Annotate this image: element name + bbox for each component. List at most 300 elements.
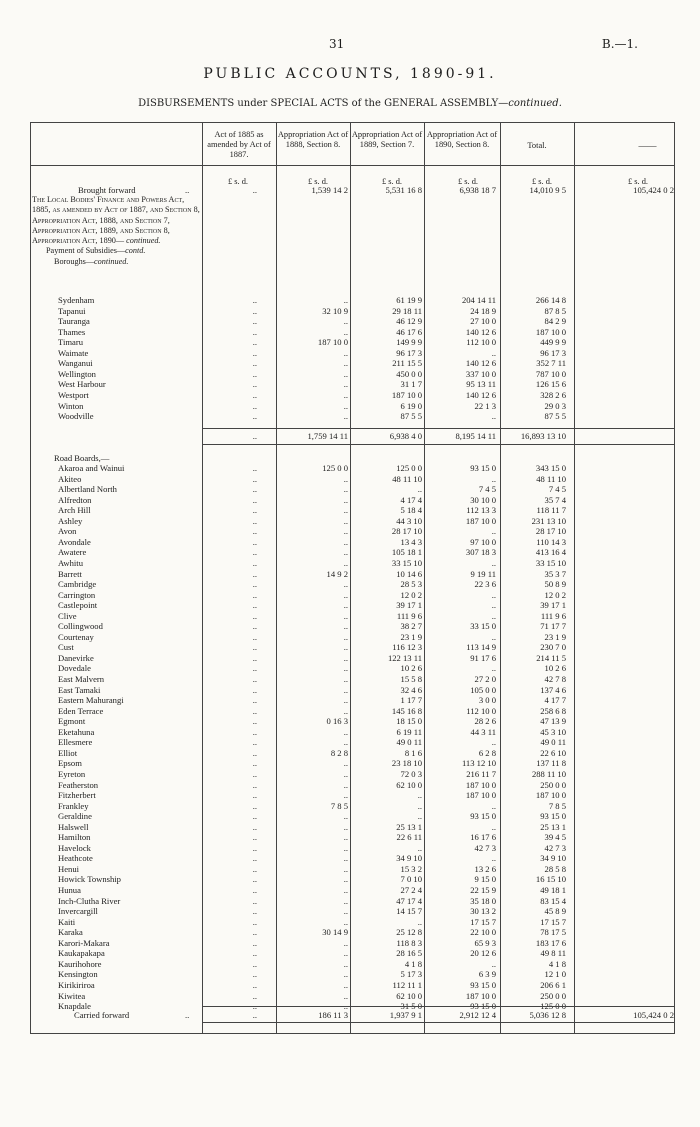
road-board-c5: 250 0 0	[540, 779, 566, 790]
road-board-c4: 216 11 7	[466, 768, 496, 779]
road-board-c4: 20 12 6	[470, 948, 496, 959]
road-board-c4: ..	[491, 800, 496, 811]
road-board-c2: 30 14 9	[322, 927, 348, 938]
carried-forward-c3: 1,937 9 1	[389, 1010, 422, 1020]
borough-c5: 87 8 5	[544, 305, 566, 316]
road-board-name: Collingwood	[58, 621, 103, 632]
road-board-c5: 231 13 10	[531, 515, 566, 526]
brought-forward-c1: ..	[252, 185, 257, 195]
road-board-name: Akaroa and Wainui	[58, 463, 125, 473]
road-board-c5: 16 15 10	[535, 874, 566, 885]
road-board-c5: 28 5 8	[544, 863, 566, 874]
borough-c2: ..	[343, 326, 348, 337]
borough-c1: ..	[252, 347, 257, 358]
road-board-row	[30, 537, 675, 548]
document-code: B.—1.	[601, 37, 638, 51]
brought-forward-dots: ..	[185, 185, 190, 195]
road-board-name: Cambridge	[58, 579, 97, 590]
road-board-c1: ..	[252, 979, 257, 990]
road-board-row	[30, 811, 675, 822]
act-text: Local Bodies' Finance and Powers Act, 1885, as amended by Act of 1887, and Section 8, Appropriation Act, 1888, and Section 7, Appropriation Act, 1889, and Section 8, Appropriation Act, 1890—	[32, 195, 200, 246]
borough-name: Westport	[58, 389, 89, 400]
road-board-c1: ..	[252, 505, 257, 516]
borough-name: Tauranga	[58, 316, 90, 327]
road-board-name: Geraldine	[58, 811, 92, 822]
boroughs-line: Boroughs—	[54, 256, 95, 266]
road-board-c3: 118 8 3	[396, 937, 422, 948]
borough-c4: 140 12 6	[465, 326, 496, 337]
road-board-c1: ..	[252, 800, 257, 811]
road-board-row	[30, 938, 675, 949]
borough-c5: 29 0 3	[544, 400, 566, 411]
borough-row	[30, 411, 675, 422]
road-board-name: Carrington	[58, 589, 96, 600]
road-board-row	[30, 495, 675, 506]
road-board-name: Kaiti	[58, 916, 76, 927]
road-board-c2: ..	[343, 515, 348, 526]
road-board-row	[30, 463, 675, 474]
borough-row	[30, 316, 675, 327]
road-board-row	[30, 547, 675, 558]
road-board-name: Heathcote	[58, 853, 93, 864]
road-board-c3: 72 0 3	[400, 768, 422, 779]
road-board-name: Alfredton	[58, 494, 92, 505]
road-board-c4: ..	[491, 610, 496, 621]
road-board-c3: 34 9 10	[396, 853, 422, 864]
road-board-c1: ..	[252, 779, 257, 790]
borough-row	[30, 327, 675, 338]
road-board-c2: 14 9 2	[326, 568, 348, 579]
borough-name: Thames	[58, 326, 86, 337]
road-board-name: Howick Township	[58, 874, 121, 885]
road-board-c2: ..	[343, 684, 348, 695]
road-board-row	[30, 653, 675, 664]
road-board-c2: ..	[343, 937, 348, 948]
road-board-c2: ..	[343, 484, 348, 495]
carried-forward-c6: 105,424 0 2	[633, 1010, 674, 1020]
borough-c4: ..	[491, 411, 496, 422]
road-board-name: Inch-Clutha River	[58, 895, 121, 906]
road-board-c5: 137 4 6	[540, 684, 566, 695]
road-board-c4: 22 10 0	[470, 927, 496, 938]
road-board-c3: 1 17 7	[400, 695, 422, 706]
carried-forward-dots: ..	[185, 1010, 190, 1020]
road-board-c4: ..	[491, 631, 496, 642]
road-board-name: Eyreton	[58, 768, 86, 779]
road-board-name: Fitzherbert	[58, 790, 96, 801]
borough-c5: 96 17 3	[540, 347, 566, 358]
road-board-c3: 13 4 3	[400, 536, 422, 547]
road-board-c3: 28 5 3	[400, 579, 422, 590]
road-board-c5: 230 7 0	[540, 642, 566, 653]
borough-c2: ..	[343, 389, 348, 400]
road-board-c5: 187 10 0	[535, 790, 566, 801]
road-board-c4: 17 15 7	[470, 916, 496, 927]
road-board-name: Eastern Mahurangi	[58, 695, 124, 706]
borough-row	[30, 369, 675, 380]
road-board-c1: ..	[252, 927, 257, 938]
road-board-c2: ..	[343, 705, 348, 716]
borough-name: Sydenham	[58, 295, 95, 305]
road-board-c5: 28 17 10	[535, 526, 566, 537]
road-board-c2: ..	[343, 547, 348, 558]
road-board-c2: ..	[343, 557, 348, 568]
borough-c2: ..	[343, 316, 348, 327]
road-board-c4: 22 15 9	[470, 885, 496, 895]
road-board-c5: 42 7 3	[544, 842, 566, 853]
road-board-row	[30, 579, 675, 590]
road-board-c2: ..	[343, 842, 348, 853]
road-board-name: Avon	[58, 526, 77, 537]
road-board-row	[30, 600, 675, 611]
road-board-c3: 4 17 4	[400, 494, 422, 505]
road-board-c5: 111 9 6	[540, 610, 566, 621]
road-board-c4: ..	[491, 663, 496, 674]
road-board-c5: 25 13 1	[540, 821, 566, 832]
road-board-c4: 93 15 0	[470, 979, 496, 990]
road-board-row	[30, 822, 675, 833]
road-board-c1: ..	[252, 958, 257, 969]
borough-c1: ..	[252, 379, 257, 390]
road-board-c5: 39 17 1	[540, 600, 566, 611]
road-board-c2: 8 2 8	[330, 747, 348, 758]
road-board-c5: 49 0 11	[540, 737, 566, 748]
road-board-c2: ..	[343, 1001, 348, 1012]
borough-row	[30, 348, 675, 359]
road-board-c4: 113 14 9	[466, 642, 496, 653]
road-board-c3: ..	[417, 800, 422, 811]
road-board-c1: ..	[252, 737, 257, 748]
road-board-c3: 18 15 0	[396, 716, 422, 727]
road-board-name: Egmont	[58, 716, 86, 727]
road-board-c3: 12 0 2	[400, 589, 422, 600]
carried-forward-c4: 2,912 12 4	[459, 1010, 496, 1020]
road-board-c2: ..	[343, 589, 348, 600]
road-board-c3: ..	[417, 790, 422, 801]
road-board-name: Akiteo	[58, 473, 82, 484]
road-board-row	[30, 569, 675, 580]
road-board-c3: ..	[417, 842, 422, 853]
road-board-c1: ..	[252, 768, 257, 779]
road-board-c3: ..	[417, 811, 422, 822]
col-header-1888: Appropriation Act of 1888, Section 8.	[277, 130, 349, 149]
road-board-c5: 343 15 0	[535, 463, 566, 473]
road-board-row	[30, 864, 675, 875]
road-board-c3: 111 9 6	[396, 610, 422, 621]
boroughs-total-c4: 8,195 14 11	[455, 431, 496, 441]
borough-c3: 31 1 7	[400, 379, 422, 390]
road-board-row	[30, 737, 675, 748]
road-board-c5: 258 6 8	[540, 705, 566, 716]
road-board-name: Castlepoint	[58, 600, 98, 611]
road-board-c4: 22 3 6	[474, 579, 496, 590]
borough-c5: 126 15 6	[535, 379, 566, 390]
road-board-c2: ..	[343, 642, 348, 653]
road-board-c5: 35 7 4	[544, 494, 566, 505]
road-board-c3: 23 18 10	[391, 758, 422, 769]
borough-c3: 450 0 0	[396, 368, 422, 379]
road-board-c5: 45 3 10	[540, 726, 566, 737]
road-board-row	[30, 780, 675, 791]
road-board-c2: ..	[343, 790, 348, 801]
road-board-name: Knapdale	[58, 1001, 91, 1012]
carried-forward-c1: ..	[252, 1010, 257, 1020]
borough-name: Tapanui	[58, 305, 86, 316]
road-board-name: East Tamaki	[58, 684, 101, 695]
road-board-c1: ..	[252, 790, 257, 801]
road-board-c3: 23 1 9	[400, 631, 422, 642]
borough-c3: 211 15 5	[392, 358, 422, 369]
road-board-name: Kiwitea	[58, 990, 86, 1001]
borough-c1: ..	[252, 358, 257, 369]
col-header-dash: ——	[638, 141, 657, 151]
borough-c1: ..	[252, 326, 257, 337]
road-board-c3: 15 3 2	[400, 863, 422, 874]
road-board-c3: 8 1 6	[404, 747, 422, 758]
road-board-name: Havelock	[58, 842, 91, 853]
borough-c5: 84 2 9	[544, 316, 566, 327]
road-board-c5: 214 11 5	[536, 652, 566, 663]
carried-forward-c2: 186 11 3	[318, 1010, 348, 1020]
road-board-c3: 48 11 10	[392, 473, 422, 484]
borough-c2: ..	[343, 411, 348, 422]
road-board-row	[30, 853, 675, 864]
road-board-c4: 9 15 0	[474, 874, 496, 885]
borough-c3: 96 17 3	[396, 347, 422, 358]
road-board-c4: ..	[491, 557, 496, 568]
road-board-name: Cust	[58, 642, 74, 653]
road-board-c4: ..	[491, 853, 496, 864]
borough-c1: ..	[252, 368, 257, 379]
road-board-name: Arch Hill	[58, 505, 91, 516]
road-board-c5: 12 0 2	[544, 589, 566, 600]
road-board-c2: ..	[343, 768, 348, 779]
road-board-c5: 39 4 5	[544, 832, 566, 843]
road-board-name: Frankley	[58, 800, 89, 811]
road-board-name: Invercargill	[58, 906, 98, 917]
carried-forward-c5: 5,036 12 8	[529, 1010, 566, 1020]
road-board-name: Courtenay	[58, 631, 94, 642]
road-board-c1: ..	[252, 663, 257, 674]
road-board-c1: ..	[252, 494, 257, 505]
road-board-c3: ..	[417, 916, 422, 927]
road-board-c4: 6 3 9	[478, 969, 496, 980]
road-board-name: Featherston	[58, 779, 99, 790]
road-board-c3: 105 18 1	[391, 547, 422, 558]
borough-c3: 149 9 9	[396, 337, 422, 348]
brought-forward-row	[30, 185, 675, 196]
road-board-c2: ..	[343, 536, 348, 547]
road-board-c3: 14 15 7	[396, 906, 422, 917]
borough-c1: ..	[252, 316, 257, 327]
borough-c2: 187 10 0	[317, 337, 348, 348]
road-board-c1: ..	[252, 821, 257, 832]
road-board-c4: 28 2 6	[474, 716, 496, 727]
road-board-name: Epsom	[58, 758, 82, 769]
road-board-c2: ..	[343, 863, 348, 874]
road-board-c2: ..	[343, 526, 348, 537]
brought-forward-c6: 105,424 0 2	[633, 185, 674, 195]
road-board-name: Elliot	[58, 747, 78, 758]
road-board-c4: ..	[491, 473, 496, 484]
road-board-c4: 35 18 0	[470, 895, 496, 906]
road-board-c1: ..	[252, 990, 257, 1001]
road-board-c5: 125 0 0	[540, 1001, 566, 1012]
payment-contd: contd.	[125, 246, 146, 256]
road-board-row	[30, 505, 675, 516]
borough-c3: 29 18 11	[392, 305, 422, 316]
road-board-c1: ..	[252, 589, 257, 600]
road-board-c5: 93 15 0	[540, 811, 566, 822]
road-board-row	[30, 758, 675, 769]
road-board-name: Ellesmere	[58, 737, 93, 748]
road-board-c4: 93 15 0	[470, 811, 496, 822]
borough-c2: ..	[343, 295, 348, 305]
road-board-c1: ..	[252, 484, 257, 495]
boroughs-total-c2: 1,759 14 11	[307, 431, 348, 441]
road-board-c1: ..	[252, 874, 257, 885]
road-board-c2: ..	[343, 853, 348, 864]
road-board-c4: ..	[491, 737, 496, 748]
borough-c5: 328 2 6	[540, 389, 566, 400]
road-board-c2: ..	[343, 652, 348, 663]
borough-c4: 24 18 9	[470, 305, 496, 316]
borough-c2: ..	[343, 368, 348, 379]
road-board-c4: 187 10 0	[465, 790, 496, 801]
road-board-c5: 137 11 8	[536, 758, 566, 769]
road-boards-heading: Road Boards,—	[54, 453, 110, 463]
road-board-name: Avondale	[58, 536, 91, 547]
road-board-c1: ..	[252, 705, 257, 716]
road-board-row	[30, 695, 675, 706]
road-board-c3: 10 2 6	[400, 663, 422, 674]
borough-c2: ..	[343, 347, 348, 358]
road-board-c2: 7 8 5	[330, 800, 348, 811]
road-board-c3: 6 19 11	[396, 726, 422, 737]
road-board-c1: ..	[252, 747, 257, 758]
road-board-c1: ..	[252, 579, 257, 590]
road-board-c3: 47 17 4	[396, 895, 422, 906]
brought-forward-c4: 6,938 18 7	[459, 185, 496, 195]
road-board-c2: ..	[343, 610, 348, 621]
boroughs-total-c1: ..	[252, 431, 257, 441]
road-board-c4: ..	[491, 821, 496, 832]
road-board-c4: 16 17 6	[470, 832, 496, 843]
road-board-c5: 413 16 4	[535, 547, 566, 558]
road-board-c5: 10 2 6	[544, 663, 566, 674]
road-board-c3: 27 2 4	[400, 885, 422, 895]
road-board-c2: ..	[343, 600, 348, 611]
road-board-row	[30, 790, 675, 801]
road-board-c4: ..	[491, 958, 496, 969]
road-board-c2: ..	[343, 979, 348, 990]
units-c6: £ s. d.	[628, 177, 649, 186]
road-board-c1: ..	[252, 526, 257, 537]
road-board-name: Karori-Makara	[58, 937, 110, 948]
road-board-c2: ..	[343, 505, 348, 516]
road-board-c2: ..	[343, 916, 348, 927]
borough-c4: 112 10 0	[466, 337, 496, 348]
borough-row	[30, 337, 675, 348]
road-board-c3: 38 2 7	[400, 621, 422, 632]
road-board-c4: 33 15 0	[470, 621, 496, 632]
road-board-c4: 27 2 0	[474, 674, 496, 684]
road-board-c2: ..	[343, 990, 348, 1001]
borough-c1: ..	[252, 337, 257, 348]
road-board-row	[30, 769, 675, 780]
road-board-c1: ..	[252, 515, 257, 526]
units-c3: £ s. d.	[382, 177, 403, 186]
borough-c1: ..	[252, 305, 257, 316]
road-board-c1: ..	[252, 568, 257, 579]
carried-forward-label: Carried forward	[74, 1010, 130, 1020]
road-board-c5: 23 1 9	[544, 631, 566, 642]
road-board-c1: ..	[252, 832, 257, 843]
road-board-c5: 71 17 7	[540, 621, 566, 632]
borough-c2: ..	[343, 400, 348, 411]
borough-c3: 46 12 9	[396, 316, 422, 327]
road-board-c5: 47 13 9	[540, 716, 566, 727]
road-board-name: Albertland North	[58, 484, 117, 495]
borough-row	[30, 390, 675, 401]
road-board-c5: 7 8 5	[548, 800, 566, 811]
road-board-row	[30, 590, 675, 601]
road-board-c3: 5 18 4	[400, 505, 422, 516]
road-board-c4: 7 4 5	[478, 484, 496, 495]
road-board-c4: 3 0 0	[478, 695, 496, 706]
road-board-row	[30, 874, 675, 885]
borough-c3: 187 10 0	[391, 389, 422, 400]
road-board-c2: ..	[343, 906, 348, 917]
road-board-c5: 50 8 9	[544, 579, 566, 590]
road-board-c3: 10 14 6	[396, 568, 422, 579]
road-board-c1: ..	[252, 621, 257, 632]
road-board-row	[30, 885, 675, 896]
road-board-c2: ..	[343, 958, 348, 969]
road-board-c4: 187 10 0	[465, 990, 496, 1001]
road-board-row	[30, 959, 675, 970]
road-board-c5: 83 15 4	[540, 895, 566, 906]
road-board-c4: 6 2 8	[478, 747, 496, 758]
road-board-c2: ..	[343, 674, 348, 684]
borough-c5: 266 14 8	[535, 295, 566, 305]
road-board-c5: 48 11 10	[536, 473, 566, 484]
road-board-c3: 25 13 1	[396, 821, 422, 832]
road-board-c5: 34 9 10	[540, 853, 566, 864]
road-board-c4: ..	[491, 526, 496, 537]
road-board-c4: 13 2 6	[474, 863, 496, 874]
borough-c1: ..	[252, 295, 257, 305]
road-board-c1: ..	[252, 895, 257, 906]
road-board-c2: ..	[343, 885, 348, 895]
road-board-c2: 0 16 3	[326, 716, 348, 727]
road-board-c5: 110 14 3	[536, 536, 566, 547]
road-board-c4: 44 3 11	[470, 726, 496, 737]
road-board-name: Eketahuna	[58, 726, 95, 737]
borough-row	[30, 295, 675, 306]
borough-name: Timaru	[58, 337, 83, 348]
road-board-row	[30, 484, 675, 495]
borough-c2: 32 10 9	[322, 305, 348, 316]
road-board-c2: 125 0 0	[322, 463, 348, 473]
road-board-c3: 145 16 8	[391, 705, 422, 716]
subtitle-continued: continued.	[508, 98, 562, 109]
borough-c4: 204 14 11	[461, 295, 496, 305]
road-board-c3: 62 10 0	[396, 779, 422, 790]
road-board-c1: ..	[252, 631, 257, 642]
borough-c5: 787 10 0	[535, 368, 566, 379]
borough-c5: 187 10 0	[535, 326, 566, 337]
